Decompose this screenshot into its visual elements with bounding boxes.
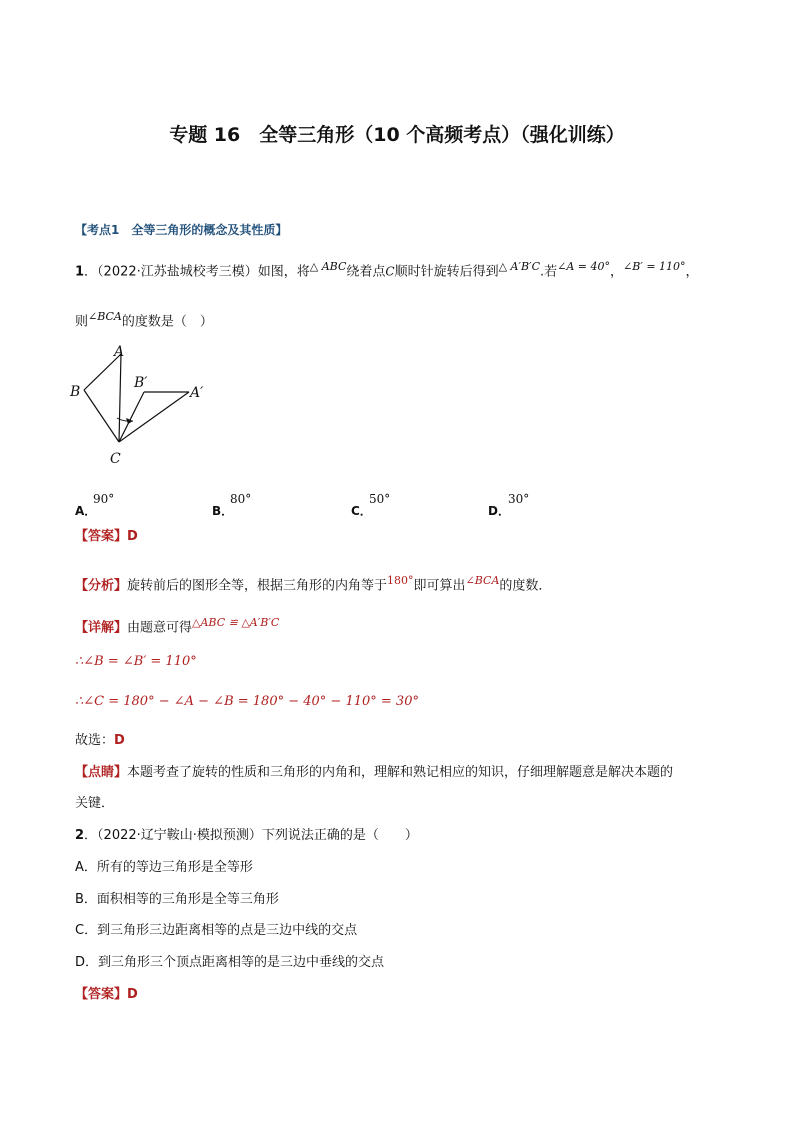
q1-math-angle-a: ∠A = 40° bbox=[557, 260, 611, 273]
q2-option-c: C．到三角形三边距离相等的点是三边中线的交点 bbox=[75, 923, 358, 938]
q1-line-1 bbox=[75, 258, 699, 281]
q1-choose bbox=[75, 732, 125, 750]
q1-step-2: ∴∠C = 180° − ∠A − ∠B = 180° − 40° − 110° = 30° bbox=[75, 694, 419, 709]
q1-option-b-value: 80° bbox=[230, 492, 252, 506]
figure-label-c: C bbox=[110, 451, 121, 467]
q1-option-c-label: C． bbox=[351, 504, 372, 518]
q1-analysis-tag: 【分析】 bbox=[75, 578, 128, 594]
q1-comment-line-1: 本题考查了旋转的性质和三角形的内角和，理解和熟记相应的知识，仔细理解题意是解决本题的 bbox=[127, 765, 674, 780]
q1-figure bbox=[64, 338, 224, 470]
q1-option-a-label: A． bbox=[75, 504, 97, 518]
q1-comment bbox=[75, 764, 673, 782]
q1-comment-tag: 【点睛】 bbox=[75, 765, 128, 780]
q1-point-c: C bbox=[385, 264, 395, 279]
q1-detail-text: 由题意可得 bbox=[127, 620, 193, 636]
q1-text-4: .若 bbox=[540, 264, 558, 280]
q1-analysis-text-c: 的度数． bbox=[499, 578, 552, 594]
q1-text-2: 绕着点 bbox=[346, 264, 386, 280]
section-heading-1: 【考点1 全等三角形的概念及其性质】 bbox=[75, 223, 288, 237]
q2-answer bbox=[75, 986, 138, 1004]
q1-option-a-value: 90° bbox=[93, 492, 115, 506]
q1-option-d-label: D． bbox=[488, 504, 510, 518]
figure-label-a-prime: A′ bbox=[190, 385, 204, 401]
q1-analysis-text-a: 旋转前后的图形全等，根据三角形的内角等于 bbox=[127, 578, 388, 594]
q2-option-b: B．面积相等的三角形是全等三角形 bbox=[75, 892, 279, 907]
q1-source: ．（2022·江苏盐城校考三模）如图，将 bbox=[84, 264, 310, 280]
q2-number: 2 bbox=[75, 828, 85, 843]
q2-answer-value: D bbox=[127, 987, 138, 1002]
q1-math-angle-b1: ∠B′ = 110° bbox=[623, 260, 686, 273]
q1-answer-tag: 【答案】 bbox=[75, 529, 128, 544]
q1-analysis-angle-bca: ∠BCA bbox=[465, 574, 500, 587]
q1-detail-tag: 【详解】 bbox=[75, 620, 128, 636]
q2-option-a: A．所有的等边三角形是全等形 bbox=[75, 860, 253, 875]
q1-math-triangle-a1b1c: △ A′B′C bbox=[498, 260, 540, 273]
figure-label-a: A bbox=[114, 344, 125, 360]
q2-option-d: D．到三角形三个顶点距离相等的是三边中垂线的交点 bbox=[75, 955, 385, 970]
q1-analysis-180: 180° bbox=[387, 574, 414, 587]
figure-label-b: B bbox=[70, 384, 81, 400]
q1-option-c-value: 50° bbox=[369, 492, 391, 506]
q1-line-2 bbox=[75, 308, 213, 331]
page-title: 专题 16 全等三角形（10 个高频考点）（强化训练） bbox=[169, 124, 625, 146]
q1-step-1: ∴∠B = ∠B′ = 110° bbox=[75, 654, 197, 669]
q1-comment-line-2: 关键． bbox=[75, 796, 115, 811]
q1-option-b-label: B． bbox=[212, 504, 234, 518]
q1-text-5: ， bbox=[685, 264, 699, 280]
q1-text-3: 顺时针旋转后得到 bbox=[394, 264, 499, 280]
q2-stem bbox=[75, 827, 418, 845]
q1-detail bbox=[75, 614, 279, 637]
q1-choose-answer: D bbox=[114, 733, 125, 748]
q2-source: ．（2022·辽宁鞍山·模拟预测）下列说法正确的是（ ） bbox=[84, 828, 418, 843]
q2-answer-tag: 【答案】 bbox=[75, 987, 128, 1002]
q1-analysis bbox=[75, 572, 551, 595]
q1-option-d-value: 30° bbox=[508, 492, 530, 506]
q1-math-angle-bca: ∠BCA bbox=[88, 310, 122, 323]
q1-then: 则 bbox=[75, 314, 89, 330]
q1-answer-value: D bbox=[127, 529, 138, 544]
q1-number: 1 bbox=[75, 264, 85, 280]
q1-question: 的度数是（ ） bbox=[121, 314, 213, 330]
figure-label-b-prime: B′ bbox=[134, 375, 148, 391]
q1-comma: ， bbox=[610, 264, 624, 280]
q1-detail-congruence: △ABC ≌ △A′B′C bbox=[192, 616, 280, 629]
q1-choose-text: 故选： bbox=[75, 733, 115, 748]
q1-analysis-text-b: 即可算出 bbox=[413, 578, 466, 594]
q1-math-triangle-abc: △ ABC bbox=[309, 260, 347, 273]
q1-answer bbox=[75, 528, 138, 546]
